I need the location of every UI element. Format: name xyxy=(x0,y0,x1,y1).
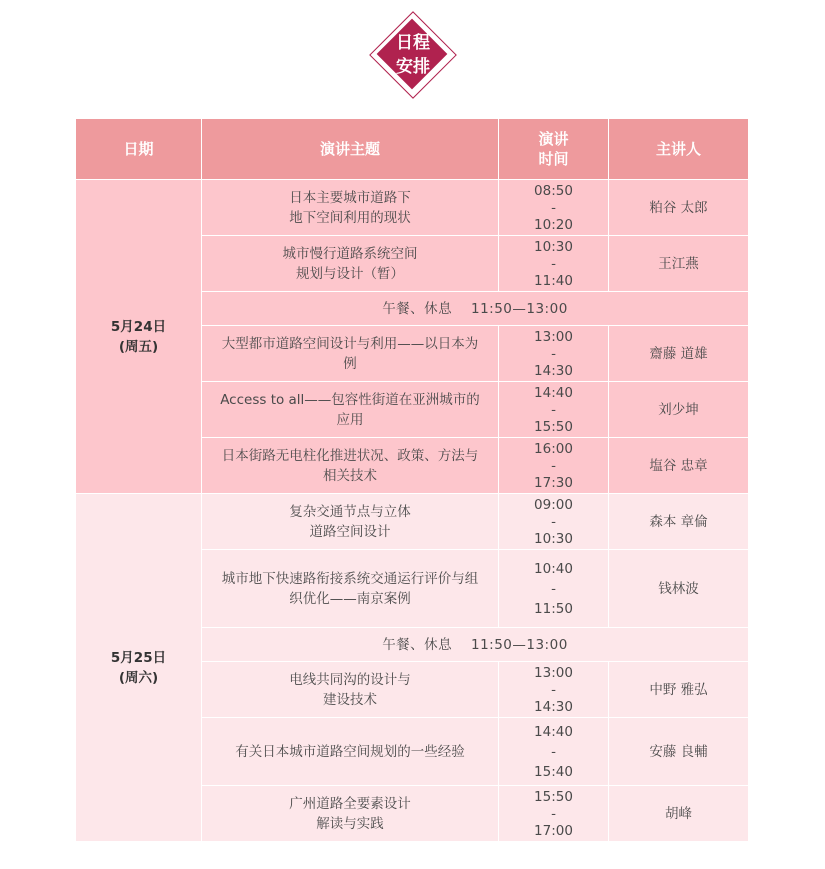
date-text: 5月24日 xyxy=(110,318,167,335)
schedule-badge xyxy=(370,12,456,98)
time-cell xyxy=(499,180,609,236)
topic-line: 相关技术 xyxy=(323,467,377,484)
time-start: 10:40 xyxy=(534,560,573,577)
topic-line: 有关日本城市道路空间规划的一些经验 xyxy=(235,743,465,760)
topic-line: 大型都市道路空间设计与利用——以日本为 xyxy=(221,335,479,352)
speaker-cell: 粕谷 太郎 xyxy=(609,180,749,236)
time-dash: - xyxy=(551,255,556,272)
date-cell xyxy=(76,180,202,494)
topic-cell xyxy=(202,326,499,382)
time-cell xyxy=(499,662,609,718)
time-dash: - xyxy=(551,513,556,530)
time-start: 13:00 xyxy=(534,664,573,681)
time-cell xyxy=(499,494,609,550)
topic-cell xyxy=(202,382,499,438)
badge-line-1: 日程 xyxy=(396,33,430,53)
header-time xyxy=(499,119,609,180)
time-cell xyxy=(499,326,609,382)
time-start: 14:40 xyxy=(534,384,573,401)
date-cell xyxy=(76,494,202,842)
topic-line: 复杂交通节点与立体 xyxy=(289,503,411,520)
topic-line: 电线共同沟的设计与 xyxy=(289,671,411,688)
topic-cell xyxy=(202,718,499,786)
topic-cell xyxy=(202,438,499,494)
topic-cell xyxy=(202,550,499,628)
time-end: 15:50 xyxy=(534,418,573,435)
topic-cell xyxy=(202,662,499,718)
time-start: 08:50 xyxy=(534,182,573,199)
time-dash: - xyxy=(551,345,556,362)
date-text: 5月25日 xyxy=(110,649,167,666)
topic-line: 建设技术 xyxy=(323,691,377,708)
header-topic: 演讲主题 xyxy=(202,119,499,180)
time-cell xyxy=(499,550,609,628)
speaker-cell: 安藤 良輔 xyxy=(609,718,749,786)
weekday-text: (周五) xyxy=(118,338,159,355)
table-header-row xyxy=(76,119,749,180)
time-start: 13:00 xyxy=(534,328,573,345)
time-start: 16:00 xyxy=(534,440,573,457)
header-time-line-1: 演讲 xyxy=(538,130,569,148)
time-dash: - xyxy=(551,805,556,822)
time-dash: - xyxy=(551,199,556,216)
weekday-text: (周六) xyxy=(118,669,159,686)
speaker-cell: 中野 雅弘 xyxy=(609,662,749,718)
speaker-cell: 塩谷 忠章 xyxy=(609,438,749,494)
topic-line: 道路空间设计 xyxy=(309,523,391,540)
speaker-cell: 王江燕 xyxy=(609,236,749,292)
header-date: 日期 xyxy=(76,119,202,180)
break-cell: 午餐、休息 11:50—13:00 xyxy=(202,628,749,662)
speaker-cell: 胡峰 xyxy=(609,786,749,842)
header-speaker: 主讲人 xyxy=(609,119,749,180)
time-cell xyxy=(499,236,609,292)
table-row xyxy=(76,180,749,236)
badge-title xyxy=(370,12,456,98)
time-cell xyxy=(499,438,609,494)
time-start: 15:50 xyxy=(534,788,573,805)
time-end: 17:30 xyxy=(534,474,573,491)
time-end: 17:00 xyxy=(534,822,573,839)
speaker-cell: 森本 章倫 xyxy=(609,494,749,550)
schedule-table xyxy=(75,118,749,842)
time-cell xyxy=(499,382,609,438)
topic-line: Access to all——包容性街道在亚洲城市的 xyxy=(220,391,480,408)
topic-cell xyxy=(202,786,499,842)
break-cell: 午餐、休息 11:50—13:00 xyxy=(202,292,749,326)
time-start: 09:00 xyxy=(534,496,573,513)
time-cell xyxy=(499,786,609,842)
time-end: 11:50 xyxy=(534,600,573,617)
topic-line: 日本主要城市道路下 xyxy=(289,189,411,206)
time-dash: - xyxy=(551,743,556,760)
time-end: 14:30 xyxy=(534,698,573,715)
topic-line: 日本街路无电柱化推进状况、政策、方法与 xyxy=(221,447,479,464)
time-start: 10:30 xyxy=(534,238,573,255)
speaker-cell: 刘少坤 xyxy=(609,382,749,438)
topic-cell xyxy=(202,494,499,550)
time-end: 10:30 xyxy=(534,530,573,547)
topic-line: 应用 xyxy=(336,411,364,428)
topic-cell xyxy=(202,236,499,292)
speaker-cell: 齋藤 道雄 xyxy=(609,326,749,382)
time-end: 14:30 xyxy=(534,362,573,379)
topic-line: 织优化——南京案例 xyxy=(289,590,411,607)
speaker-cell: 钱林波 xyxy=(609,550,749,628)
topic-line: 城市慢行道路系统空间 xyxy=(282,245,418,262)
topic-line: 广州道路全要素设计 xyxy=(289,795,411,812)
topic-line: 规划与设计（暂） xyxy=(296,265,404,282)
topic-line: 地下空间利用的现状 xyxy=(289,209,411,226)
time-dash: - xyxy=(551,580,556,597)
time-start: 14:40 xyxy=(534,723,573,740)
badge-line-2: 安排 xyxy=(396,57,430,77)
topic-cell xyxy=(202,180,499,236)
topic-line: 例 xyxy=(343,355,357,372)
topic-line: 城市地下快速路衔接系统交通运行评价与组 xyxy=(221,570,479,587)
time-cell xyxy=(499,718,609,786)
table-row xyxy=(76,494,749,550)
time-end: 11:40 xyxy=(534,272,573,289)
time-end: 15:40 xyxy=(534,763,573,780)
time-dash: - xyxy=(551,457,556,474)
topic-line: 解读与实践 xyxy=(316,815,384,832)
time-dash: - xyxy=(551,401,556,418)
time-end: 10:20 xyxy=(534,216,573,233)
time-dash: - xyxy=(551,681,556,698)
header-time-line-2: 时间 xyxy=(538,150,569,168)
